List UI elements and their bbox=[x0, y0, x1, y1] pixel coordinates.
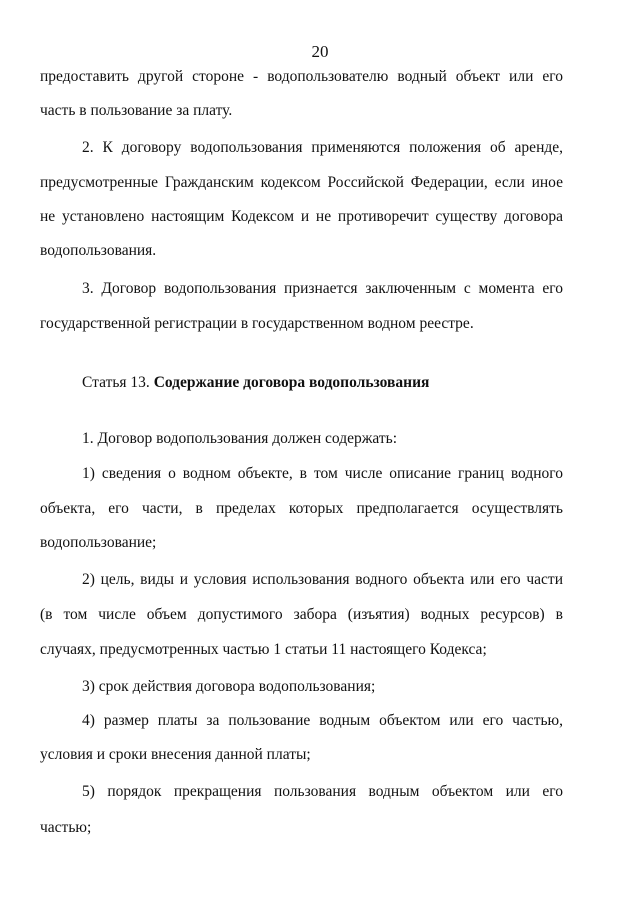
text-line: 4) размер платы за пользование водным объектом или его частью, bbox=[82, 712, 563, 729]
article-heading bbox=[82, 373, 563, 393]
text-line: 2. К договору водопользования применяются положения об аренде, bbox=[82, 139, 563, 156]
text-line: водопользования. bbox=[40, 242, 157, 259]
text-line: 1. Договор водопользования должен содержать: bbox=[82, 430, 398, 447]
text-line: часть в пользование за плату. bbox=[40, 102, 233, 119]
text-line: (в том числе объем допустимого забора (изъятия) водных ресурсов) в bbox=[40, 606, 563, 623]
text-line: 1) сведения о водном объекте, в том числе описание границ водного bbox=[82, 465, 563, 482]
text-line: водопользование; bbox=[40, 534, 157, 551]
text-line: 2) цель, виды и условия использования водного объекта или его части bbox=[82, 571, 563, 588]
text-line: не установлено настоящим Кодексом и не противоречит существу договора bbox=[40, 208, 563, 225]
article-label: Статья 13. bbox=[82, 374, 150, 391]
article-title: Содержание договора водопользования bbox=[153, 374, 430, 391]
text-line: государственной регистрации в государственном водном реестре. bbox=[40, 315, 474, 332]
text-line: 5) порядок прекращения пользования водным объектом или его bbox=[82, 783, 563, 800]
text-line: частью; bbox=[40, 819, 92, 836]
text-line: 3) срок действия договора водопользования; bbox=[82, 678, 376, 695]
text-line: предусмотренные Гражданским кодексом Российской Федерации, если иное bbox=[40, 174, 563, 191]
text-line: объекта, его части, в пределах которых предполагается осуществлять bbox=[40, 500, 563, 517]
page-number: 20 bbox=[311, 42, 329, 61]
text-line: условия и сроки внесения данной платы; bbox=[40, 746, 311, 763]
text-line: 3. Договор водопользования признается заключенным с момента его bbox=[82, 280, 563, 297]
text-line: случаях, предусмотренных частью 1 статьи 11 настоящего Кодекса; bbox=[40, 641, 487, 658]
text-line: предоставить другой стороне - водопользователю водный объект или его bbox=[40, 68, 563, 85]
